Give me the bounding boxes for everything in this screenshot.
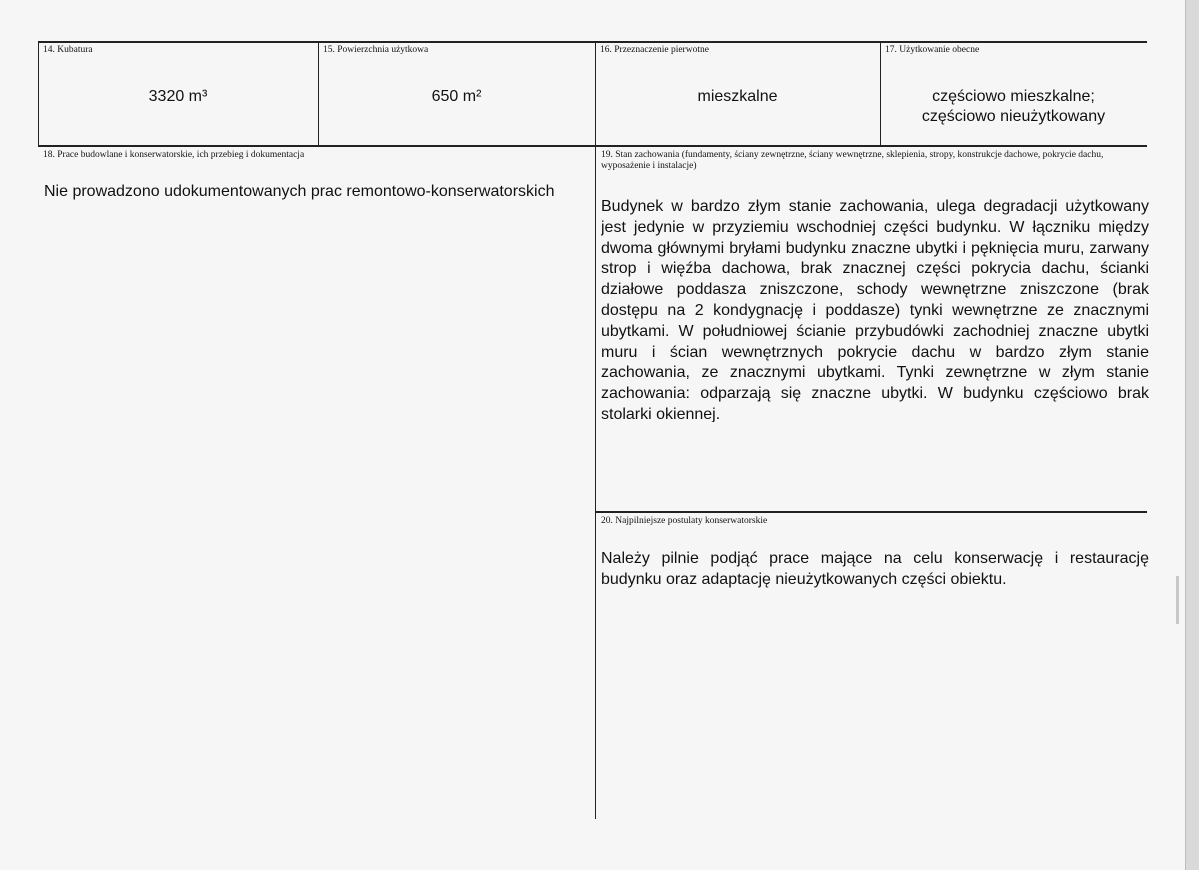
postulaty-value: Należy pilnie podjąć prace mające na celu konserwację i restaurację budynku oraz adaptację nieużytkowanych części obiektu. — [601, 550, 1149, 588]
kubatura-value: 3320 m³ — [148, 88, 208, 105]
powierzchnia-label: 15. Powierzchnia użytkowa — [323, 45, 429, 55]
uzytkowanie-label: 17. Użytkowanie obecne — [885, 45, 980, 55]
uzytkowanie-value-line-2: częściowo nieużytkowany — [921, 108, 1106, 125]
section-20-rule — [596, 511, 1147, 513]
uzytkowanie-value-line-1: częściowo mieszkalne; — [932, 88, 1095, 105]
top-rule — [38, 41, 1147, 43]
stan-zachowania-value: Budynek w bardzo złym stanie zachowania, ulega degradacji użytkowany jest jedynie w przyziemiu wschodniej części budynku. W łączniku między dwoma głównymi bryłami budynku znaczne ubytki i pęknięcia muru, zarwany strop i więźba dachowa, brak znacznej części pokrycia dachu, ścianki działowe poddasza zniszczone, schody wewnętrzne zniszczone (brak dostępu na 2 kondygnację i poddasze) tynki wewnętrzne ze znacznymi ubytkami. W południowej ścianie przybudówki zachodniej znaczne ubytki muru i ścian wewnętrznych pokrycie dachu w bardzo złym stanie zachowania, ze znacznymi ubytkami. Tynki zewnętrzne w złym stanie zachowania: odparzają się znaczne ubytki. W budynku częściowo brak stolarki okiennej. — [601, 198, 1149, 422]
postulaty-label: 20. Najpilniejsze postulaty konserwatorskie — [601, 516, 768, 526]
prace-value: Nie prowadzono udokumentowanych prac remontowo-konserwatorskich — [44, 183, 555, 200]
kubatura-label: 14. Kubatura — [43, 45, 93, 55]
powierzchnia-value: 650 m² — [431, 88, 482, 105]
center-divider — [595, 41, 596, 819]
prace-label: 18. Prace budowlane i konserwatorskie, ich przebieg i dokumentacja — [43, 150, 305, 160]
przeznaczenie-label: 16. Przeznaczenie pierwotne — [600, 45, 709, 55]
page-margin — [1186, 0, 1199, 870]
przeznaczenie-value: mieszkalne — [697, 88, 778, 105]
stan-zachowania-label: 19. Stan zachowania (fundamenty, ściany zewnętrzne, ściany wewnętrzne, sklepienia, stropy, konstrukcje dachowe, pokrycie dachu, wyposażenie i instalacje) — [601, 150, 1104, 171]
middle-rule — [38, 145, 1147, 147]
scan-mark — [1176, 576, 1179, 624]
